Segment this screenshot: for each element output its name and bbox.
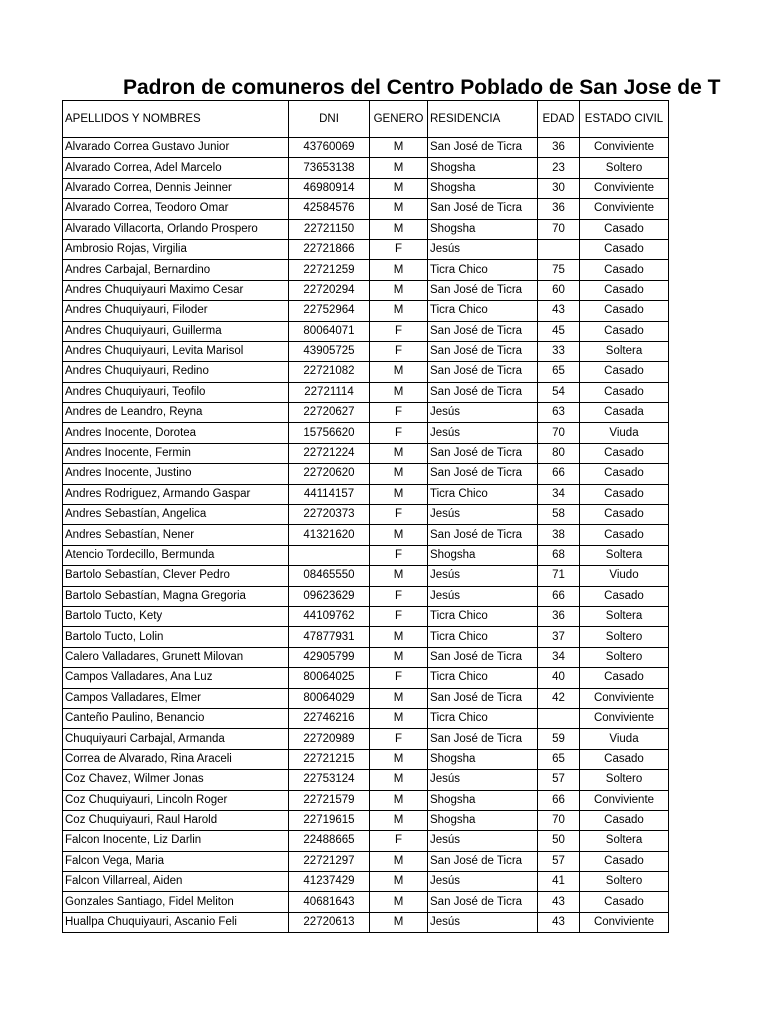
cell-apellidos-nombres: Andres Inocente, Fermin	[63, 443, 289, 463]
cell-edad: 33	[538, 341, 580, 361]
cell-estado-civil: Conviviente	[580, 912, 669, 932]
table-row	[63, 341, 669, 361]
cell-apellidos-nombres: Bartolo Sebastían, Magna Gregoria	[63, 586, 289, 606]
cell-genero: F	[370, 545, 428, 565]
header-genero: GENERO	[370, 101, 428, 138]
cell-dni: 22721082	[289, 362, 370, 382]
cell-edad: 36	[538, 138, 580, 158]
cell-residencia: Ticra Chico	[428, 668, 538, 688]
cell-dni: 44109762	[289, 606, 370, 626]
cell-estado-civil: Casado	[580, 484, 669, 504]
table-row	[63, 199, 669, 219]
cell-edad: 50	[538, 831, 580, 851]
cell-edad: 30	[538, 178, 580, 198]
cell-residencia: San José de Ticra	[428, 688, 538, 708]
cell-edad: 54	[538, 382, 580, 402]
table-row	[63, 770, 669, 790]
cell-genero: M	[370, 688, 428, 708]
cell-dni: 22720613	[289, 912, 370, 932]
cell-estado-civil: Viuda	[580, 423, 669, 443]
cell-genero: M	[370, 790, 428, 810]
cell-edad	[538, 708, 580, 728]
table-row	[63, 260, 669, 280]
cell-genero: M	[370, 484, 428, 504]
table-row	[63, 525, 669, 545]
cell-edad: 36	[538, 199, 580, 219]
table-row	[63, 851, 669, 871]
cell-dni: 41237429	[289, 872, 370, 892]
cell-estado-civil: Conviviente	[580, 708, 669, 728]
cell-apellidos-nombres: Andres Chuquiyauri, Guillerma	[63, 321, 289, 341]
cell-estado-civil: Viudo	[580, 566, 669, 586]
cell-apellidos-nombres: Alvarado Correa, Dennis Jeinner	[63, 178, 289, 198]
cell-estado-civil: Casado	[580, 260, 669, 280]
cell-estado-civil: Casado	[580, 301, 669, 321]
cell-apellidos-nombres: Canteño Paulino, Benancio	[63, 708, 289, 728]
cell-residencia: San José de Ticra	[428, 525, 538, 545]
cell-residencia: San José de Ticra	[428, 138, 538, 158]
cell-estado-civil: Conviviente	[580, 688, 669, 708]
cell-edad: 43	[538, 912, 580, 932]
cell-dni: 09623629	[289, 586, 370, 606]
cell-apellidos-nombres: Campos Valladares, Elmer	[63, 688, 289, 708]
table-row	[63, 443, 669, 463]
cell-estado-civil: Casado	[580, 239, 669, 259]
cell-estado-civil: Casado	[580, 443, 669, 463]
cell-edad: 70	[538, 810, 580, 830]
cell-genero: M	[370, 260, 428, 280]
cell-edad: 57	[538, 770, 580, 790]
cell-dni: 22721866	[289, 239, 370, 259]
cell-genero: M	[370, 464, 428, 484]
cell-genero: M	[370, 892, 428, 912]
cell-residencia: Ticra Chico	[428, 260, 538, 280]
cell-residencia: Shogsha	[428, 749, 538, 769]
cell-apellidos-nombres: Andres Chuquiyauri, Teofilo	[63, 382, 289, 402]
cell-dni: 47877931	[289, 627, 370, 647]
cell-edad: 45	[538, 321, 580, 341]
cell-dni: 43760069	[289, 138, 370, 158]
cell-genero: M	[370, 382, 428, 402]
cell-edad: 37	[538, 627, 580, 647]
cell-genero: M	[370, 749, 428, 769]
table-row	[63, 892, 669, 912]
cell-edad: 57	[538, 851, 580, 871]
cell-dni: 80064029	[289, 688, 370, 708]
cell-estado-civil: Soltero	[580, 647, 669, 667]
table-row	[63, 566, 669, 586]
cell-residencia: Shogsha	[428, 178, 538, 198]
cell-estado-civil: Soltero	[580, 627, 669, 647]
cell-dni: 22720627	[289, 403, 370, 423]
cell-apellidos-nombres: Bartolo Tucto, Kety	[63, 606, 289, 626]
table-row	[63, 423, 669, 443]
cell-genero: M	[370, 443, 428, 463]
cell-genero: M	[370, 199, 428, 219]
cell-residencia: San José de Ticra	[428, 362, 538, 382]
cell-apellidos-nombres: Andres Chuquiyauri, Filoder	[63, 301, 289, 321]
cell-edad	[538, 239, 580, 259]
table-row	[63, 708, 669, 728]
cell-apellidos-nombres: Andres Inocente, Justino	[63, 464, 289, 484]
cell-genero: M	[370, 362, 428, 382]
cell-genero: F	[370, 423, 428, 443]
cell-genero: M	[370, 851, 428, 871]
cell-residencia: San José de Ticra	[428, 280, 538, 300]
cell-estado-civil: Soltero	[580, 770, 669, 790]
cell-edad: 70	[538, 423, 580, 443]
table-row	[63, 790, 669, 810]
cell-edad: 34	[538, 484, 580, 504]
cell-dni: 43905725	[289, 341, 370, 361]
cell-estado-civil: Casada	[580, 403, 669, 423]
cell-dni: 22753124	[289, 770, 370, 790]
table-row	[63, 280, 669, 300]
cell-residencia: Ticra Chico	[428, 606, 538, 626]
cell-apellidos-nombres: Atencio Tordecillo, Bermunda	[63, 545, 289, 565]
cell-apellidos-nombres: Correa de Alvarado, Rina Araceli	[63, 749, 289, 769]
cell-dni: 41321620	[289, 525, 370, 545]
cell-edad: 65	[538, 362, 580, 382]
cell-dni: 22721259	[289, 260, 370, 280]
cell-residencia: Jesús	[428, 872, 538, 892]
cell-dni: 80064025	[289, 668, 370, 688]
cell-residencia: San José de Ticra	[428, 464, 538, 484]
cell-genero: M	[370, 219, 428, 239]
cell-dni: 22721150	[289, 219, 370, 239]
cell-apellidos-nombres: Alvarado Correa, Adel Marcelo	[63, 158, 289, 178]
cell-residencia: Jesús	[428, 505, 538, 525]
cell-edad: 23	[538, 158, 580, 178]
table-row	[63, 158, 669, 178]
cell-genero: M	[370, 627, 428, 647]
cell-residencia: Jesús	[428, 566, 538, 586]
cell-dni: 15756620	[289, 423, 370, 443]
cell-dni: 22721224	[289, 443, 370, 463]
cell-estado-civil: Casado	[580, 892, 669, 912]
cell-genero: F	[370, 321, 428, 341]
cell-apellidos-nombres: Andres Chuquiyauri Maximo Cesar	[63, 280, 289, 300]
cell-residencia: Ticra Chico	[428, 301, 538, 321]
cell-residencia: Ticra Chico	[428, 484, 538, 504]
cell-edad: 66	[538, 586, 580, 606]
cell-estado-civil: Soltera	[580, 831, 669, 851]
cell-estado-civil: Soltera	[580, 545, 669, 565]
header-dni: DNI	[289, 101, 370, 138]
cell-genero: F	[370, 341, 428, 361]
header-edad: EDAD	[538, 101, 580, 138]
cell-estado-civil: Viuda	[580, 729, 669, 749]
cell-residencia: San José de Ticra	[428, 382, 538, 402]
cell-dni: 22720620	[289, 464, 370, 484]
table-header	[63, 101, 669, 138]
cell-residencia: San José de Ticra	[428, 341, 538, 361]
table-row	[63, 301, 669, 321]
cell-genero: F	[370, 831, 428, 851]
table-row	[63, 872, 669, 892]
cell-apellidos-nombres: Campos Valladares, Ana Luz	[63, 668, 289, 688]
cell-edad: 80	[538, 443, 580, 463]
table-row	[63, 912, 669, 932]
cell-apellidos-nombres: Andres Rodriguez, Armando Gaspar	[63, 484, 289, 504]
table-row	[63, 831, 669, 851]
cell-apellidos-nombres: Coz Chavez, Wilmer Jonas	[63, 770, 289, 790]
cell-estado-civil: Casado	[580, 280, 669, 300]
table-row	[63, 505, 669, 525]
cell-residencia: San José de Ticra	[428, 647, 538, 667]
cell-apellidos-nombres: Andres Sebastían, Angelica	[63, 505, 289, 525]
cell-dni: 08465550	[289, 566, 370, 586]
cell-edad: 58	[538, 505, 580, 525]
cell-dni: 22720989	[289, 729, 370, 749]
cell-genero: M	[370, 158, 428, 178]
cell-edad: 60	[538, 280, 580, 300]
cell-dni: 22719615	[289, 810, 370, 830]
cell-residencia: Ticra Chico	[428, 708, 538, 728]
cell-estado-civil: Soltera	[580, 606, 669, 626]
cell-residencia: San José de Ticra	[428, 892, 538, 912]
cell-edad: 38	[538, 525, 580, 545]
cell-estado-civil: Soltera	[580, 341, 669, 361]
table-row	[63, 586, 669, 606]
cell-genero: M	[370, 301, 428, 321]
cell-apellidos-nombres: Huallpa Chuquiyauri, Ascanio Feli	[63, 912, 289, 932]
cell-edad: 36	[538, 606, 580, 626]
cell-residencia: San José de Ticra	[428, 729, 538, 749]
table-row	[63, 749, 669, 769]
cell-edad: 66	[538, 464, 580, 484]
table-row	[63, 688, 669, 708]
table-row	[63, 362, 669, 382]
cell-apellidos-nombres: Ambrosio Rojas, Virgilia	[63, 239, 289, 259]
comuneros-table	[62, 100, 669, 933]
cell-genero: M	[370, 770, 428, 790]
cell-genero: M	[370, 872, 428, 892]
cell-dni: 42905799	[289, 647, 370, 667]
cell-genero: M	[370, 708, 428, 728]
table-row	[63, 239, 669, 259]
cell-edad: 42	[538, 688, 580, 708]
table-row	[63, 545, 669, 565]
cell-estado-civil: Conviviente	[580, 178, 669, 198]
header-apellidos-nombres: APELLIDOS Y NOMBRES	[63, 101, 289, 138]
cell-edad: 68	[538, 545, 580, 565]
cell-estado-civil: Casado	[580, 668, 669, 688]
cell-dni: 42584576	[289, 199, 370, 219]
header-row	[63, 101, 669, 138]
cell-residencia: Shogsha	[428, 158, 538, 178]
cell-apellidos-nombres: Gonzales Santiago, Fidel Meliton	[63, 892, 289, 912]
table-body	[63, 138, 669, 933]
cell-apellidos-nombres: Chuquiyauri Carbajal, Armanda	[63, 729, 289, 749]
table-row	[63, 464, 669, 484]
cell-apellidos-nombres: Falcon Villarreal, Aiden	[63, 872, 289, 892]
cell-genero: M	[370, 178, 428, 198]
cell-genero: M	[370, 280, 428, 300]
cell-edad: 59	[538, 729, 580, 749]
cell-edad: 63	[538, 403, 580, 423]
cell-residencia: San José de Ticra	[428, 199, 538, 219]
cell-estado-civil: Casado	[580, 749, 669, 769]
cell-residencia: Jesús	[428, 770, 538, 790]
cell-apellidos-nombres: Andres Sebastían, Nener	[63, 525, 289, 545]
cell-dni: 46980914	[289, 178, 370, 198]
table-row	[63, 382, 669, 402]
cell-dni: 22721114	[289, 382, 370, 402]
cell-estado-civil: Casado	[580, 464, 669, 484]
cell-edad: 41	[538, 872, 580, 892]
cell-dni: 22720294	[289, 280, 370, 300]
cell-genero: M	[370, 138, 428, 158]
cell-apellidos-nombres: Falcon Vega, Maria	[63, 851, 289, 871]
cell-edad: 43	[538, 301, 580, 321]
cell-edad: 71	[538, 566, 580, 586]
cell-genero: M	[370, 525, 428, 545]
table-row	[63, 810, 669, 830]
cell-apellidos-nombres: Falcon Inocente, Liz Darlin	[63, 831, 289, 851]
cell-estado-civil: Conviviente	[580, 790, 669, 810]
cell-genero: F	[370, 505, 428, 525]
cell-estado-civil: Casado	[580, 586, 669, 606]
cell-genero: F	[370, 606, 428, 626]
cell-estado-civil: Soltero	[580, 158, 669, 178]
cell-dni: 22488665	[289, 831, 370, 851]
cell-estado-civil: Casado	[580, 321, 669, 341]
cell-estado-civil: Casado	[580, 219, 669, 239]
cell-dni: 80064071	[289, 321, 370, 341]
cell-estado-civil: Casado	[580, 382, 669, 402]
cell-edad: 34	[538, 647, 580, 667]
cell-dni: 22721215	[289, 749, 370, 769]
cell-residencia: Jesús	[428, 912, 538, 932]
cell-edad: 40	[538, 668, 580, 688]
cell-genero: F	[370, 239, 428, 259]
cell-apellidos-nombres: Coz Chuquiyauri, Lincoln Roger	[63, 790, 289, 810]
table-row	[63, 321, 669, 341]
table-row	[63, 138, 669, 158]
table-row	[63, 606, 669, 626]
cell-dni: 73653138	[289, 158, 370, 178]
cell-residencia: San José de Ticra	[428, 443, 538, 463]
cell-edad: 70	[538, 219, 580, 239]
cell-genero: F	[370, 668, 428, 688]
page-title: Padron de comuneros del Centro Poblado de San Jose de T	[123, 76, 721, 99]
cell-apellidos-nombres: Andres Chuquiyauri, Redino	[63, 362, 289, 382]
cell-dni: 22746216	[289, 708, 370, 728]
cell-genero: M	[370, 566, 428, 586]
table-row	[63, 403, 669, 423]
cell-apellidos-nombres: Alvarado Villacorta, Orlando Prospero	[63, 219, 289, 239]
cell-dni: 22721579	[289, 790, 370, 810]
cell-residencia: Shogsha	[428, 545, 538, 565]
cell-apellidos-nombres: Bartolo Tucto, Lolin	[63, 627, 289, 647]
cell-dni: 40681643	[289, 892, 370, 912]
cell-residencia: Shogsha	[428, 810, 538, 830]
cell-dni: 22752964	[289, 301, 370, 321]
table-row	[63, 668, 669, 688]
cell-genero: F	[370, 729, 428, 749]
cell-estado-civil: Casado	[580, 525, 669, 545]
cell-residencia: Jesús	[428, 423, 538, 443]
cell-apellidos-nombres: Bartolo Sebastían, Clever Pedro	[63, 566, 289, 586]
cell-estado-civil: Conviviente	[580, 199, 669, 219]
cell-dni: 22720373	[289, 505, 370, 525]
cell-estado-civil: Conviviente	[580, 138, 669, 158]
table-row	[63, 627, 669, 647]
cell-genero: M	[370, 647, 428, 667]
cell-genero: M	[370, 912, 428, 932]
cell-apellidos-nombres: Alvarado Correa Gustavo Junior	[63, 138, 289, 158]
cell-apellidos-nombres: Alvarado Correa, Teodoro Omar	[63, 199, 289, 219]
cell-estado-civil: Casado	[580, 810, 669, 830]
cell-estado-civil: Casado	[580, 505, 669, 525]
table-row	[63, 178, 669, 198]
cell-edad: 65	[538, 749, 580, 769]
header-residencia: RESIDENCIA	[428, 101, 538, 138]
table-row	[63, 219, 669, 239]
cell-edad: 66	[538, 790, 580, 810]
cell-residencia: Ticra Chico	[428, 627, 538, 647]
cell-residencia: Shogsha	[428, 790, 538, 810]
header-estado-civil: ESTADO CIVIL	[580, 101, 669, 138]
cell-apellidos-nombres: Andres Carbajal, Bernardino	[63, 260, 289, 280]
cell-residencia: Jesús	[428, 403, 538, 423]
cell-edad: 43	[538, 892, 580, 912]
cell-apellidos-nombres: Calero Valladares, Grunett Milovan	[63, 647, 289, 667]
cell-dni	[289, 545, 370, 565]
cell-apellidos-nombres: Coz Chuquiyauri, Raul Harold	[63, 810, 289, 830]
cell-genero: F	[370, 586, 428, 606]
cell-estado-civil: Casado	[580, 851, 669, 871]
cell-residencia: Shogsha	[428, 219, 538, 239]
cell-apellidos-nombres: Andres de Leandro, Reyna	[63, 403, 289, 423]
cell-residencia: Jesús	[428, 831, 538, 851]
cell-edad: 75	[538, 260, 580, 280]
cell-estado-civil: Soltero	[580, 872, 669, 892]
cell-dni: 22721297	[289, 851, 370, 871]
cell-estado-civil: Casado	[580, 362, 669, 382]
table-row	[63, 484, 669, 504]
table-row	[63, 729, 669, 749]
cell-residencia: San José de Ticra	[428, 321, 538, 341]
cell-residencia: Jesús	[428, 239, 538, 259]
cell-genero: M	[370, 810, 428, 830]
cell-apellidos-nombres: Andres Chuquiyauri, Levita Marisol	[63, 341, 289, 361]
table-row	[63, 647, 669, 667]
cell-residencia: San José de Ticra	[428, 851, 538, 871]
cell-apellidos-nombres: Andres Inocente, Dorotea	[63, 423, 289, 443]
cell-dni: 44114157	[289, 484, 370, 504]
cell-residencia: Jesús	[428, 586, 538, 606]
cell-genero: F	[370, 403, 428, 423]
